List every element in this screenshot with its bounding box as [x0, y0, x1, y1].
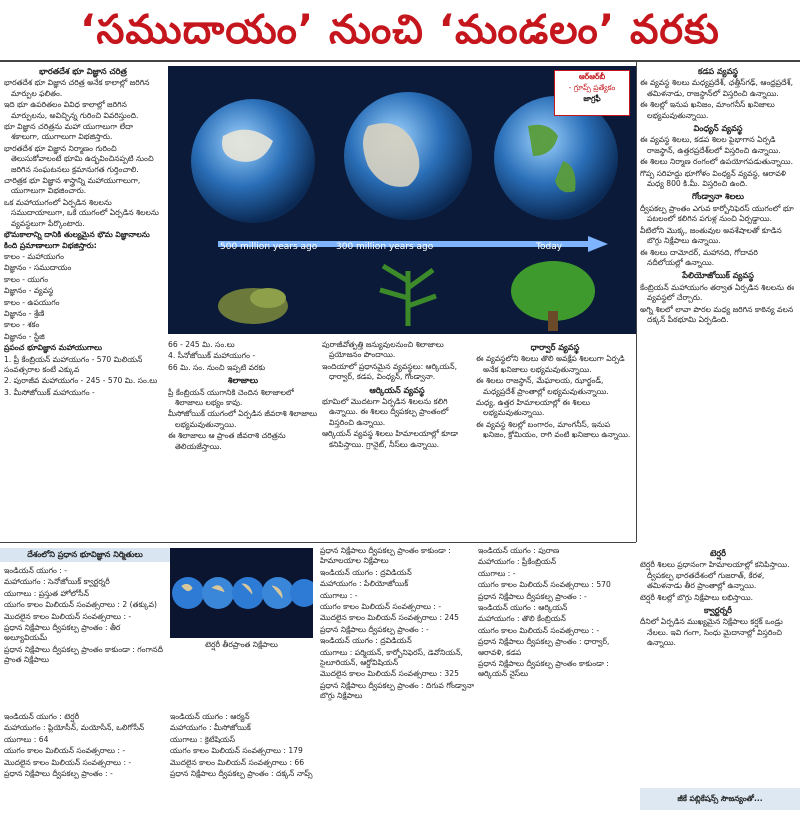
col1-pair: కాలం - మహాయుగం: [4, 251, 64, 261]
table4-row: ప్రధాన నిక్షేపాలు ద్వీపకల్ప ప్రాంతం కాకుండా : హిమాలయాల నిక్షేపాలు: [320, 546, 451, 566]
col5-body: ద్వీపకల్ప ప్రాంతం ఎగువ కార్బోనిఫెరస్‌ యుగంలో భూ పటలంలో కలిగిన పగుళ్ల నుంచి ఏర్పడ్డాయి.: [640, 203, 794, 224]
table2-row: ప్రధాన నిక్షేపాలు ద్వీపకల్ప ప్రాంతం : -: [4, 769, 113, 779]
timeline-label-3: Today: [536, 242, 563, 252]
col1-pair: విజ్ఞానం - స్టేజి: [4, 331, 45, 341]
table4-row: యుగం కాలం మిలియన్‌ సంవత్సరాలు : -: [320, 602, 442, 612]
table4-row: ప్రధాన నిక్షేపాలు ద్వీపకల్ప ప్రాంతం : దిగువ గోండ్వానా బొగ్గు నిక్షేపాలు: [320, 680, 475, 701]
table1-row: మొదలైన కాలం మిలియన్‌ సంవత్సరాలు : -: [4, 611, 132, 621]
table3-row: యుగం కాలం మిలియన్‌ సంవత్సరాలు : 179: [170, 746, 303, 756]
col1-title: భారతదేశ భూ విజ్ఞాన చరిత్ర: [39, 66, 127, 76]
table1-row: ప్రధాన నిక్షేపాలు ద్వీపకల్ప ప్రాంతం కాకుండా : గంగానదీ ప్రాంత నిక్షేపాలు: [4, 644, 163, 665]
col2: [168, 340, 318, 540]
hero-image: [168, 66, 636, 334]
col1-line: ఒక మహాయుగంలో ఏర్పడిన శిలలను సముదాయాలుగా, ఒకే యుగంలో ఏర్పడిన శిలలను వ్యవస్థలుగా పేర్కొంటారు.: [4, 197, 159, 228]
table2-row: యుగాలు : 64: [4, 734, 49, 744]
col1-pair: విజ్ఞానం - సముదాయం: [4, 263, 72, 273]
bottom-table4: [320, 546, 475, 810]
table3-row: యుగాలు : క్రెటేషియస్‌: [170, 734, 236, 744]
col5-title2: వింధ్యన్‌ వ్యవస్థ: [693, 123, 743, 134]
mid-rule: [0, 542, 636, 543]
col3-body: ఆర్కియన్‌ వ్యవస్థ శిలలు హిమాలయాల్లో కూడా కనిపిస్తాయి. గ్రానైట్‌, నీస్‌లు ఉన్నాయి.: [322, 429, 459, 449]
table3-row: ప్రధాన నిక్షేపాలు ద్వీపకల్ప ప్రాంతం : దక్కన్‌ నాప్స్‌: [170, 769, 313, 779]
globe-strip-image: [170, 548, 313, 638]
col5: [640, 64, 796, 542]
table1-row: యుగం కాలం మిలియన్‌ సంవత్సరాలు : 2 (తక్కువ): [4, 600, 157, 610]
col4-title: ధార్వార్‌ వ్యవస్థ: [530, 342, 580, 352]
table4-row: యుగాలు : -: [320, 590, 358, 600]
table5-row: ప్రధాన నిక్షేపాలు ద్వీపకల్ప ప్రాంతం : -: [478, 591, 587, 601]
table5-row: ఇండియన్‌ యుగం : ఆర్కియన్‌: [478, 603, 568, 613]
table1-row: ఇండియన్‌ యుగం : -: [4, 566, 68, 575]
col2-line: 66 - 245 మి. సం.లు: [168, 340, 235, 349]
col6-body: టెర్షరీ శిలలు ప్రధానంగా హిమాలయాల్లో కనిపిస్తాయి. ద్వీపకల్ప భారతదేశంలో గుజరాత్‌, కేరళ, తమిళనాడు తీర ప్రాంతాల్లో ఉన్నాయి.: [640, 560, 790, 591]
table1-row: యుగాలు : ప్రస్తుత హోలోసీన్‌: [4, 588, 89, 598]
col1-line: ఇది భూ ఉపరితలం వివిధ కాలాల్లో జరిగిన మార్పులను, అవిచ్ఛిన్న గురించి వివరిస్తుంది.: [4, 100, 139, 120]
tag-line3: జాగ్రఫీ: [583, 94, 601, 103]
table3-row: ఇండియన్‌ యుగం : ఆర్యన్‌: [170, 712, 250, 721]
col5-body: ఈ శిలల్లో ఇనుప ఖనిజం, మాంగనీస్‌ ఖనిజాలు లభ్యమవుతున్నాయి.: [640, 100, 775, 120]
table4-row: మహాయుగం : పేలియోజోయిక్‌: [320, 579, 409, 589]
table5-row: యుగం కాలం మిలియన్‌ సంవత్సరాలు : -: [478, 625, 600, 635]
col1-table-title: భౌమకాలాన్ని దానికి తుల్యమైన భౌమ విజ్ఞానాలను కింది ప్రమాణాలుగా విభజిస్తారు:: [4, 230, 150, 250]
col1-line: చారిత్రక భూ విజ్ఞాన శాస్త్రాన్ని మహాయుగాలుగా, యుగాలుగా విభజించారు.: [4, 176, 141, 196]
col2-body: ప్రీ కేంబ్రియన్‌ యుగానికి చెందిన శిలాజాలలో శిలాజాలు లభ్యం కావు.: [168, 387, 294, 408]
table5-row: మహాయుగం : ప్రీకేంబ్రియన్‌: [478, 557, 557, 567]
col6: [640, 546, 796, 786]
bottom-table5: [478, 546, 634, 810]
table2-row: మహాయుగం : ప్లియోసీన్‌, మయోసీన్‌, ఒలిగోసీన్‌: [4, 723, 145, 733]
col4: [476, 340, 634, 540]
table5-row: ఇండియన్‌ యుగం : పురాణ: [478, 546, 560, 555]
col-rule: [636, 62, 637, 542]
col2-title: శిలాజాలు: [227, 375, 259, 386]
col5-body: కేంబ్రియన్‌ మహాయుగం తర్వాత ఏర్పడిన శిలలను ఈ వ్యవస్థలో చేర్చారు.: [640, 282, 795, 303]
col2-body: ఈ శిలాజాలు ఆ ప్రాంత జీవరాశి చరిత్రను తెలియజేస్తాయి.: [168, 431, 286, 451]
col3-title: ఆర్కియన్‌ వ్యవస్థ: [369, 384, 425, 395]
table4-row: యుగాలు : పర్మియన్‌, కార్బోనిఫెరస్‌, డెవోనియన్‌, సైలూరియన్‌, ఆర్డోవిషియన్‌: [320, 647, 463, 668]
bottom-table3: [170, 712, 315, 812]
col5-title3: గోండ్వానా శిలలు: [692, 191, 744, 202]
col1-pair: విజ్ఞానం - వ్యవస్థ: [4, 286, 54, 296]
col2-line: 66 మి. సం. నుంచి ఇప్పటి వరకు: [168, 362, 266, 372]
globe-caption: టెర్షరీ తీరప్రాంత నిక్షేపాలు: [205, 640, 278, 649]
col1-pair: కాలం - యుగం: [4, 274, 49, 284]
table5-row: ప్రధాన నిక్షేపాలు ద్వీపకల్ప ప్రాంతం : ధార్వార్‌, ఆరావళి, కడప: [478, 637, 610, 657]
table4-row: ఇండియన్‌ యుగం : ద్రవిడియన్‌: [320, 636, 412, 646]
col6-title2: క్వార్టర్నరీ: [703, 605, 733, 616]
col2-body: మీసోజోయిక్‌ యుగంలో ఏర్పడిన జీవరాశి శిలాజాలు లభ్యమవుతున్నాయి.: [168, 409, 318, 429]
col6-title1: టెర్షరీ: [709, 548, 727, 558]
col1: [4, 64, 162, 542]
tag-line1: ఆర్‌ఆర్‌బీ: [578, 72, 606, 81]
col4-body: ఈ శిలలు రాజస్థాన్‌, మేఘాలయ, ఝార్ఖండ్‌, మధ్యప్రదేశ్‌ ప్రాంతాల్లో లభ్యమవుతున్నాయి.: [476, 376, 609, 396]
table4-row: ప్రధాన నిక్షేపాలు ద్వీపకల్ప ప్రాంతం : -: [320, 624, 429, 634]
col6-body: టెర్షరీ శిలల్లో బొగ్గు నిక్షేపాలు లభిస్తాయి.: [640, 592, 754, 602]
col5-body: వీటిలోని మొక్క, జంతువుల అవశేషాలతో కూడిన బొగ్గు నిక్షేపాలు ఉన్నాయి.: [640, 225, 782, 246]
bottom-table1: [4, 566, 166, 686]
col5-body: ఈ వ్యవస్థ శిలలు, కడప శిలల పైభాగాన ఏర్పడి రాజస్థాన్‌, ఉత్తరప్రదేశ్‌లలో విస్తరించి ఉన్నాయి.: [640, 135, 781, 155]
col5-title4: పేలియోజోయిక్‌ వ్యవస్థ: [682, 270, 754, 281]
timeline-label-2: 300 million years ago: [336, 242, 434, 252]
col1-pair: విజ్ఞానం - శ్రేణి: [4, 308, 45, 318]
col5-body: ఈ శిలలు దామోదర్‌, మహానది, గోదావరి నదీలోయల్లో ఉన్నాయి.: [640, 247, 758, 267]
table4-row: ఇండియన్‌ యుగం : ద్రవిడియన్‌: [320, 567, 412, 577]
bottom-table2: [4, 712, 166, 812]
col2-line: 4. సీనోజోయిక్‌ మహాయుగం -: [168, 351, 256, 361]
col1-line: భారతదేశ భూ విజ్ఞాన చరిత్ర అనేక కాలాల్లో జరిగిన మార్పుల ఫలితం.: [4, 78, 150, 98]
table3-row: మొదలైన కాలం మిలియన్‌ సంవత్సరాలు : 66: [170, 757, 305, 767]
col1-eras-title: ప్రపంచ భూవిజ్ఞాన మహాయుగాలు: [4, 343, 102, 353]
table5-row: మహాయుగం : తొలి కేంబ్రియన్‌: [478, 614, 566, 624]
col1-era: 2. పురాజీవ మహాయుగం - 245 - 570 మి. సం.లు: [4, 376, 158, 386]
col3-line: పురాజీవోత్పత్తి జన్యువులనుంచి శిలాజాలు ప్రయోజనం పొందాయి.: [322, 340, 444, 360]
table4-row: మొదలైన కాలం మిలియన్‌ సంవత్సరాలు : 245: [320, 613, 459, 623]
col4-body: ఈ వ్యవస్థ శిలల్లో బంగారం, మాంగనీస్‌, ఇనుప ఖనిజం, క్రోమియం, రాగి వంటి ఖనిజాలు ఉన్నాయి.: [476, 419, 631, 440]
table1-row: మహాయుగం : సెనోజోయిక్‌ క్వార్టర్నరీ: [4, 577, 110, 587]
globe-strip-illustration: [170, 548, 313, 638]
col1-pair: కాలం - శకం: [4, 320, 40, 330]
table5-row: యుగం కాలం మిలియన్‌ సంవత్సరాలు : 570: [478, 580, 611, 590]
col5-body: ఈ శిలలు నిర్మాణ రంగంలో ఉపయోగపడుతున్నాయి.: [640, 157, 793, 167]
col5-body: ఈ వ్యవస్థ శిలలు మధ్యప్రదేశ్‌, ఛత్తీస్‌గఢ్‌, ఆంధ్రప్రదేశ్‌, తమిళనాడు, రాజస్థాన్‌లో విస్తరించి ఉన్నాయి.: [640, 78, 794, 98]
table3-row: మహాయుగం : మీసోజోయిక్‌: [170, 723, 251, 733]
col3-line: ఇందియాలో ప్రధానమైన వ్యవస్థలు: ఆర్కియన్‌, ధార్వార్‌, కడప, వింధ్యన్‌, గోండ్వానా.: [322, 361, 458, 382]
section-tag: [554, 70, 630, 116]
col3-body: భూమిలో మొదటగా ఏర్పడిన శిలలను కలిగి ఉన్నాయి. ఈ శిలలు ద్వీపకల్ప ప్రాంతంలో విస్తరించి ఉన్నాయి.: [322, 397, 449, 427]
table5-row: యుగాలు : -: [478, 568, 516, 578]
table4-row: మొదలైన కాలం మిలియన్‌ సంవత్సరాలు : 325: [320, 669, 459, 679]
col4-body: మధ్య, ఉత్తర హిమాలయాల్లో ఈ శిలలు లభ్యమవుతున్నాయి.: [476, 398, 590, 418]
table1-row: ప్రధాన నిక్షేపాలు ద్వీపకల్ప ప్రాంతం : తీర అల్యూవియమ్‌: [4, 623, 121, 643]
table5-row: ప్రధాన నిక్షేపాలు ద్వీపకల్ప ప్రాంతం కాకుండా : ఆర్కియన్‌ నైస్‌లు: [478, 659, 609, 679]
col1-line: భూ విజ్ఞాన చరిత్రను మహా యుగాలుగా లేదా శకాలుగా, యుగాలుగా విభజిస్తారు.: [4, 122, 133, 142]
col3: [322, 340, 472, 540]
timeline-label-1: 500 million years ago: [220, 242, 318, 252]
col6-body: దీనిలో ఏర్పడిన ముఖ్యమైన నిక్షేపాలు కర్షక్‌ ఒండ్రు నేలలు. ఇవి గంగా, సింధు మైదానాల్లో విస్తరించి ఉన్నాయి.: [640, 617, 783, 648]
col4-body: ఈ వ్యవస్థలోని శిలలు తొలి అవక్షేప శిలలుగా ఏర్పడి అనేక ఖనిజాలు లభ్యమవుతున్నాయి.: [476, 354, 625, 374]
col5-title1: కడప వ్యవస్థ: [697, 66, 739, 76]
table2-row: ఇండియన్‌ యుగం : టెర్షరీ: [4, 712, 80, 721]
col1-era: 3. మీసోజోయిక్‌ మహాయుగం -: [4, 387, 95, 397]
col1-line: భారతదేశ భూ విజ్ఞాన నిర్మాణం గురించి తెలుసుకోవాలంటే భూమి ఉద్భవించినప్పటి నుంచి జరిగిన సంఘటనలు క్రమానుగత గుర్తించాలి.: [4, 143, 154, 174]
tag-line2: - గ్రూప్స్‌ ప్రత్యేకం: [568, 83, 616, 92]
credit-footer: జీకే పబ్లికేషన్స్‌ సౌజన్యంతో...: [640, 788, 800, 810]
bottom-section-title: దేశంలోని ప్రధాన భూవిజ్ఞాన నిర్మితులు: [0, 548, 170, 562]
table2-row: మొదలైన కాలం మిలియన్‌ సంవత్సరాలు : -: [4, 757, 132, 767]
col1-pair: కాలం - ఉపయుగం: [4, 297, 60, 307]
col1-era: 1. ప్రీ కేంబ్రియన్‌ మహాయుగం - 570 మిలియన్‌ సంవత్సరాల కంటే ఎక్కువ: [4, 354, 143, 374]
headline: ‘సముదాయం’ నుంచి ‘మండలం’ వరకు: [80, 7, 720, 53]
top-rule: [0, 60, 800, 62]
col5-body: గొప్ప సరిహద్దు భూగోళం వింధ్యన్‌ వ్యవస్థ, ఆరావళి మధ్య 800 కి.మీ. విస్తరించి ఉంది.: [640, 168, 786, 189]
table2-row: యుగం కాలం మిలియన్‌ సంవత్సరాలు : -: [4, 746, 126, 756]
col5-body: అగ్ని శిలలో లావా పొరల మధ్య జరిగిన కాఠిన్య వలన దక్కన్‌ పీఠభూమి ఏర్పడింది.: [640, 304, 794, 324]
